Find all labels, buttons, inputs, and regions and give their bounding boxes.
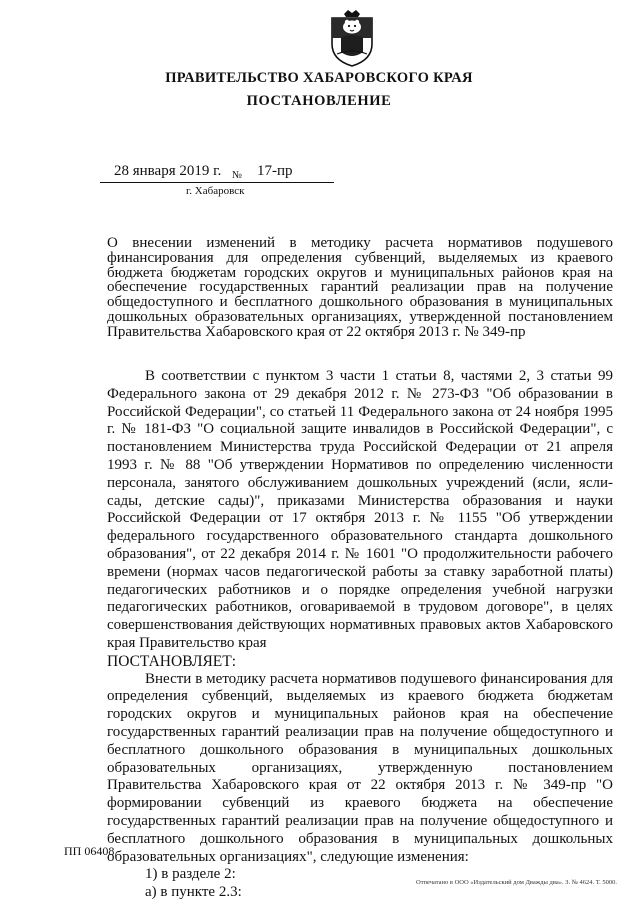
list-item-point-2-3: а) в пункте 2.3: [145, 884, 242, 901]
amendment-paragraph: Внести в методику расчета нормативов подушевого финансирования для определения субвенций, выделяемых из краевого бюджета бюджетам городских округов и муниципальных районов края на обеспечение государственных гарантий реализации прав на получение общедоступного и бесплатного дошкольного образования в муниципальных дошкольных образовательных организациях, утвержденную постановлением Правительства Хабаровского края от 22 октября 2013 г. № 349-пр "О формировании субвенций из краевого бюджета на обеспечение государственных гарантий реализации прав на получение общедоступного и бесплатного дошкольного образования в муниципальных дошкольных образовательных организациях", следующие изменения: [107, 670, 613, 865]
document-body [107, 368, 613, 902]
decree-word: ПОСТАНОВЛЯЕТ: [107, 652, 237, 670]
list-item-section-2: 1) в разделе 2: [145, 866, 236, 883]
document-code: ПП 06408 [64, 844, 115, 858]
date-underline [100, 182, 334, 183]
government-name: ПРАВИТЕЛЬСТВО ХАБАРОВСКОГО КРАЯ [165, 70, 473, 86]
preamble-paragraph: В соответствии с пунктом 3 части 1 статьи 8, частями 2, 3 статьи 99 Федерального закона от 29 декабря 2012 г. № 273-ФЗ "Об образовании в Российской Федерации", со статьей 11 Федерального закона от 24 ноября 1995 г. № 181-ФЗ "О социальной защите инвалидов в Российской Федерации", с постановлением Министерства труда Российской Федерации от 21 апреля 1993 г. № 88 "Об утверждении Нормативов по определению численности персонала, занятого обслуживанием дошкольных учреждений (ясли, ясли-сады, детские сады)", приказами Министерства образования и науки Российской Федерации от 17 октября 2013 г. № 1155 "Об утверждении федерального государственного образовательного стандарта дошкольного образования", от 22 декабря 2014 г. № 1601 "О продолжительности рабочего времени (нормах часов педагогической работы за ставку заработной платы) педагогических работников и о порядке определения учебной нагрузки педагогических работников, оговариваемой в трудовом договоре", в целях совершенствования действующих нормативных правовых актов Хабаровского края Правительство края [107, 368, 613, 651]
coat-of-arms-emblem [329, 8, 375, 68]
document-number: 17-пр [257, 163, 293, 179]
document-date: 28 января 2019 г. [114, 163, 222, 179]
document-type: ПОСТАНОВЛЕНИЕ [246, 93, 392, 109]
document-city: г. Хабаровск [186, 185, 245, 197]
number-sign: № [232, 170, 243, 181]
document-title: О внесении изменений в методику расчета нормативов подушевого финансирования для определения субвенций, выделяемых из краевого бюджета бюджетам городских округов и муниципальных районов края на обеспечение государственных гарантий реализации прав на получение общедоступного и бесплатного дошкольного образования в муниципальных дошкольных образовательных организациях, утвержденной постановлением Правительства Хабаровского края от 22 октября 2013 г. № 349-пр [107, 235, 613, 340]
printer-note: Отпечатано в ООО «Издательский дом Дважды два». З. № 4624. Т. 5000. [416, 879, 617, 886]
